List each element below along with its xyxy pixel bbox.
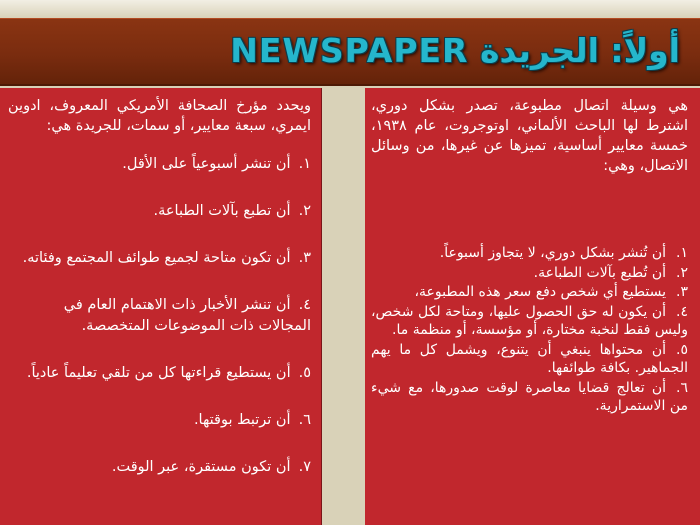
right-criteria-list [371,244,688,416]
list-item [8,295,311,337]
item-number: ٥. [676,341,688,358]
item-text: أن تعالج قضايا معاصرة لوقت صدورها، مع شيء من الاستمرارية. [371,379,688,414]
item-number: ٤. [676,303,688,320]
item-number: ٦. [676,379,688,396]
list-item [8,410,311,431]
item-number: ٧. [298,459,311,475]
list-item [8,363,311,384]
item-text: أن تنشر الأخبار ذات الاهتمام العام في المجالات ذات الموضوعات المتخصصة. [63,297,311,334]
list-item [371,341,688,378]
list-item [371,264,688,283]
list-item [371,244,688,263]
item-number: ٣. [298,250,311,266]
item-text: أن محتواها ينبغي أن يتنوع، ويشمل كل ما يهم الجماهير. بكافة طوائفها. [371,341,688,376]
left-criteria-list [8,154,311,478]
item-number: ٤. [298,297,311,313]
item-text: يستطيع أي شخص دفع سعر هذه المطبوعة، [414,284,666,300]
list-item [371,303,688,340]
item-text: أن تُنشر بشكل دوري، لا يتجاوز أسبوعاً. [439,245,666,261]
list-item [8,154,311,175]
item-number: ٣. [676,284,688,300]
item-number: ٦. [298,412,311,428]
item-text: أن ترتبط بوقتها. [193,412,291,428]
item-text: أن تنشر أسبوعياً على الأقل. [122,156,291,172]
item-text: أن يكون له حق الحصول عليها، ومتاحة لكل شخص، وليس فقط لنخبة مختارة، أو مؤسسة، أو منظمة ما. [371,303,688,338]
right-text-panel [365,88,700,525]
left-text-panel [0,88,322,525]
page-title: أولاً: الجريدة NEWSPAPER [230,31,680,70]
item-text: أن تكون متاحة لجميع طوائف المجتمع وفئاته. [22,250,291,266]
item-text: أن يستطيع قراءتها كل من تلقي تعليماً عادياً. [26,365,291,381]
item-number: ٢. [298,203,311,219]
item-number: ٢. [676,264,688,281]
list-item [371,379,688,416]
title-bar [0,18,700,86]
item-text: أن تكون مستقرة، عبر الوقت. [111,459,291,475]
right-intro: هي وسيلة اتصال مطبوعة، تصدر بشكل دوري، اشترط لها الباحث الألماني، اوتوجروت، عام ١٩٣٨، خمسة معايير أساسية، تميزها عن غيرها، من وسائل الاتصال، وهي: [371,98,688,174]
list-item [8,248,311,269]
item-text: أن تُطبع بآلات الطباعة. [533,264,666,281]
list-item [8,201,311,222]
item-text: أن تطبع بآلات الطباعة. [153,203,291,219]
item-number: ١. [676,245,688,261]
top-stripe [0,0,700,18]
left-intro: ويحدد مؤرخ الصحافة الأمريكي المعروف، ادوين ايمري، سبعة معايير، أو سمات، للجريدة هي: [8,98,311,134]
list-item [8,457,311,478]
item-number: ١. [298,156,311,172]
item-number: ٥. [298,365,311,381]
list-item [371,283,688,302]
